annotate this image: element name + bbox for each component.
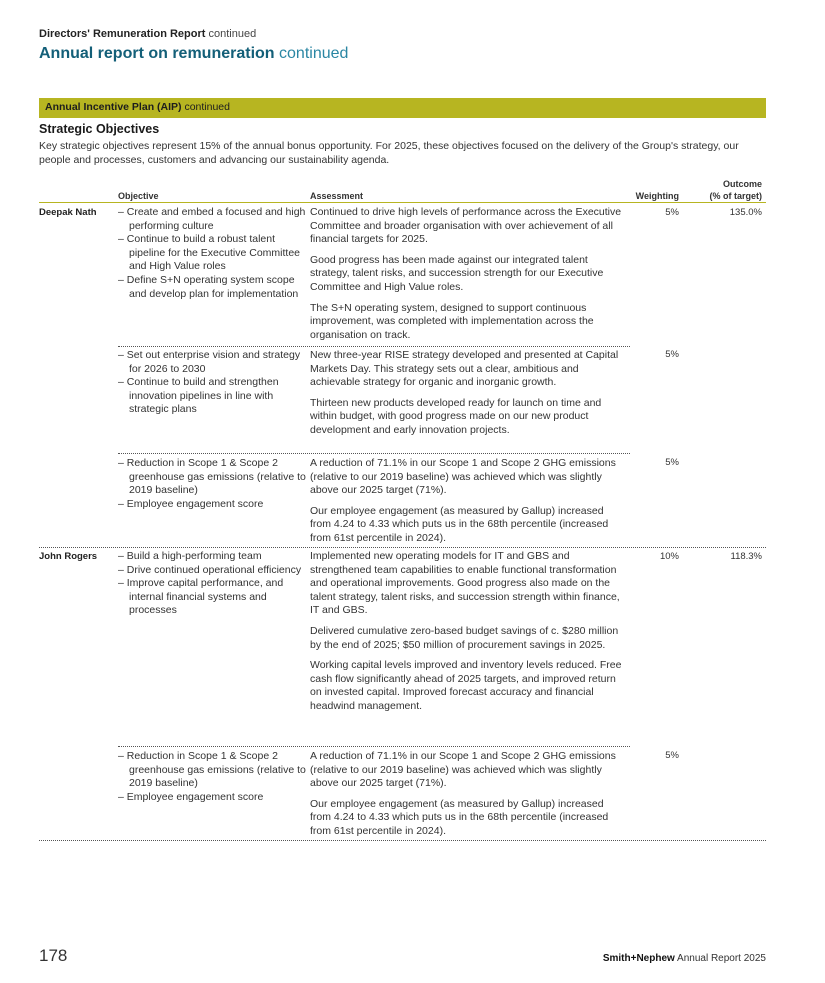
objective-item: – Build a high-performing team (118, 550, 308, 564)
assessment-paragraph: Our employee engagement (as measured by Gallup) increased from 4.24 to 4.33 which puts us in the 68th percentile (increased from 61st percentile in 2024). (310, 797, 609, 837)
objective-list (118, 349, 308, 417)
banner-text (45, 101, 230, 113)
page-title (39, 45, 348, 63)
objective-item: – Continue to build a robust talent pipeline for the Executive Committee and High Value roles (118, 233, 308, 274)
banner-rest: continued (184, 101, 230, 113)
assessment-paragraph: A reduction of 71.1% in our Scope 1 and Scope 2 GHG emissions (relative to our 2019 baseline) was achieved which was slightly above our 2025 target (71%). (310, 457, 616, 497)
outcome-value: 135.0% (729, 207, 762, 218)
assessment-paragraph: A reduction of 71.1% in our Scope 1 and Scope 2 GHG emissions (relative to our 2019 baseline) was achieved which was slightly above our 2025 target (71%). (310, 750, 616, 790)
assessment-cell (310, 457, 622, 553)
report-name: Annual Report 2025 (677, 953, 766, 964)
page-title-bold: Annual report on remuneration (39, 45, 275, 62)
objective-item: – Continue to build and strengthen innovation pipelines in line with strategic plans (118, 376, 308, 417)
objective-item: – Employee engagement score (118, 791, 308, 805)
objective-list (118, 750, 308, 804)
objective-item: – Create and embed a focused and high performing culture (118, 206, 308, 233)
assessment-cell (310, 750, 622, 846)
weighting-value: 5% (665, 349, 679, 360)
header-outcome: Outcome (722, 179, 762, 189)
row-divider (118, 746, 630, 747)
assessment-paragraph: Continued to drive high levels of performance across the Executive Committee and broader organisation with over achievement of all financial targets for 2025. (310, 206, 622, 246)
objective-list (118, 457, 308, 511)
row-divider (118, 453, 630, 454)
person-divider (39, 547, 766, 548)
report-subtitle-bold: Directors' Remuneration Report (39, 28, 206, 40)
objective-item: – Reduction in Scope 1 & Scope 2 greenhouse gas emissions (relative to 2019 baseline) (118, 750, 308, 791)
objective-item: – Employee engagement score (118, 498, 308, 512)
weighting-value: 5% (665, 457, 679, 468)
assessment-cell (310, 349, 622, 445)
assessment-paragraph: Good progress has been made against our integrated talent strategy, talent risks, and succession strength for our Executive Committee and High Value roles. (310, 253, 604, 293)
page-title-rest: continued (279, 45, 349, 62)
objective-item: – Reduction in Scope 1 & Scope 2 greenhouse gas emissions (relative to 2019 baseline) (118, 457, 308, 498)
assessment-paragraph: New three-year RISE strategy developed and presented at Capital Markets Day. This strategy sets out a clear, ambitious and achievable strategy for organic and inorganic growth. (310, 349, 619, 389)
header-weighting: Weighting (635, 191, 679, 201)
section-banner (39, 98, 766, 118)
report-subtitle (39, 28, 256, 40)
objective-list (118, 206, 308, 301)
section-title: Strategic Objectives (39, 122, 160, 136)
person-name: Deepak Nath (39, 207, 97, 218)
brand-name: Smith+Nephew (602, 953, 675, 964)
weighting-value: 10% (659, 551, 679, 562)
header-outcome-sub: (% of target) (709, 191, 762, 201)
weighting-value: 5% (665, 207, 679, 218)
header-rule (39, 202, 766, 203)
outcome-value: 118.3% (730, 551, 762, 562)
objective-item: – Set out enterprise vision and strategy for 2026 to 2030 (118, 349, 308, 376)
assessment-paragraph: Delivered cumulative zero-based budget savings of c. $280 million by the end of 2025; $50 million of procurement savings in 2025. (310, 624, 619, 651)
assessment-cell (310, 206, 622, 349)
assessment-paragraph: Working capital levels improved and inventory levels reduced. Free cash flow significantly ahead of 2025 targets, and improved return on invested capital. Improved forecast accuracy and financial headwind management. (310, 659, 622, 712)
header-objective: Objective (118, 191, 159, 201)
assessment-paragraph: The S+N operating system, designed to support continuous improvement, was completed with implementation across the organisation on track. (310, 301, 594, 341)
section-intro: Key strategic objectives represent 15% of the annual bonus opportunity. For 2025, these objectives focused on the delivery of the Group's strategy, our people and processes, customers and advancing our sustainability agenda. (39, 140, 739, 166)
assessment-paragraph: Implemented new operating models for IT and GBS and strengthened team capabilities to enable functional transformation and operational improvements. Good progress also made on the talent strategy, talent risks, and succession strength within finance, IT and GBS. (310, 550, 620, 617)
header-assessment: Assessment (310, 191, 364, 201)
banner-bold: Annual Incentive Plan (AIP) (45, 101, 182, 113)
table-bottom-rule (39, 840, 766, 841)
page-number: 178 (39, 946, 68, 965)
assessment-paragraph: Our employee engagement (as measured by Gallup) increased from 4.24 to 4.33 which puts us in the 68th percentile (increased from 61st percentile in 2024). (310, 504, 609, 544)
report-subtitle-rest: continued (208, 28, 257, 40)
objective-item: – Drive continued operational efficiency (118, 564, 308, 578)
objective-item: – Improve capital performance, and internal financial systems and processes (118, 577, 308, 618)
objective-item: – Define S+N operating system scope and develop plan for implementation (118, 274, 308, 301)
person-name: John Rogers (39, 551, 98, 562)
assessment-cell (310, 550, 622, 721)
row-divider (118, 346, 630, 347)
footer-brand (603, 953, 766, 964)
weighting-value: 5% (665, 750, 679, 761)
objective-list (118, 550, 308, 618)
assessment-paragraph: Thirteen new products developed ready for launch on time and within budget, with good progress made on our new product development and early innovation projects. (310, 396, 602, 436)
